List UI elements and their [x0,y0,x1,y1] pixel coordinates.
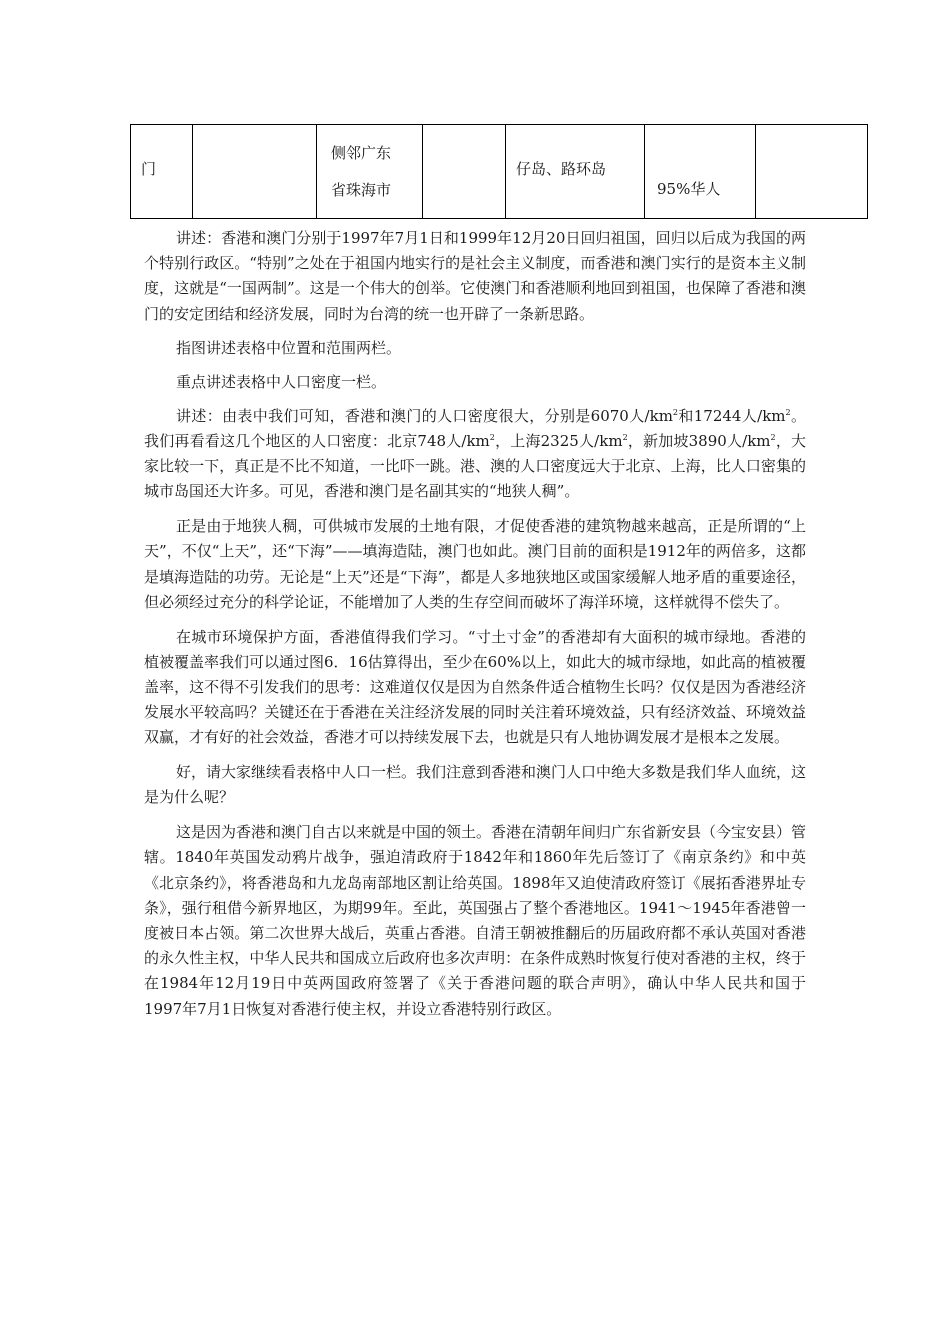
paragraph-density-narration: 讲述：由表中我们可知，香港和澳门的人口密度很大，分别是6070人$/km^2$和17244人$/km^2$。我们再看看这几个地区的人口密度：北京748人$/km^2$，上海2325人$/km^2$，新加坡3890人$/km^2$，大家比较一下，真正是不比不知道，一比吓一跳。港、澳的人口密度远大于北京、上海，比人口密集的城市岛国还大许多。可见，香港和澳门是名副其实的“地狭人稠”。 [144,406,807,501]
table-row [131,125,868,219]
paragraph-map-instruction: 指图讲述表格中位置和范围两栏。 [176,339,402,358]
paragraph-density-focus: 重点讲述表格中人口密度一栏。 [176,373,387,392]
paragraph-land-reclamation: 正是由于地狭人稠，可供城市发展的土地有限，才促使香港的建筑物越来越高，正是所谓的“上天”，不仅“上天”，还“下海”——填海造陆，澳门也如此。澳门目前的面积是1912年的两倍多，这都是填海造陆的功劳。无论是“上天”还是“下海”，都是人多地狭地区或国家缓解人地矛盾的重要途径，但必须经过充分的科学论证，不能增加了人类的生存空间而破坏了海洋环境，这样就得不偿失了。 [144,517,806,611]
paragraph-population-question: 好，请大家继续看表格中人口一栏。我们注意到香港和澳门人口中绝大多数是我们华人血统，这是为什么呢？ [144,763,807,807]
paragraph-history: 这是因为香港和澳门自古以来就是中国的领土。香港在清朝年间归广东省新安县（今宝安县）管辖。1840年英国发动鸦片战争，强迫清政府于1842年和1860年先后签订了《南京条约》和中英《北京条约》，将香港岛和九龙岛南部地区割让给英国。1898年又迫使清政府签订《展拓香港界址专条》，强行租借今新界地区，为期99年。至此，英国强占了整个香港地区。1941～1945年香港曾一度被日本占领。第二次世界大战后，英重占香港。自清王朝被推翻后的历届政府都不承认英国对香港的永久性主权，中华人民共和国成立后政府也多次声明：在条件成熟时恢复行使对香港的主权，终于在1984年12月19日中英两国政府签署了《关于香港问题的联合声明》，确认中华人民共和国于1997年7月1日恢复对香港行使主权，并设立香港特别行政区。 [144,823,807,1018]
table-cell-empty [423,125,506,219]
table-cell-empty [193,125,317,219]
lesson-body-text [144,226,806,1031]
table-cell-empty [756,125,868,219]
table-cell-name: 门 [131,125,193,219]
paragraph-environment-protection: 在城市环境保护方面，香港值得我们学习。“寸土寸金”的香港却有大面积的城市绿地。香港的植被覆盖率我们可以通过图6．16估算得出，至少在60%以上，如此大的城市绿地，如此高的植被覆盖率，这不得不引发我们的思考：这难道仅仅是因为自然条件适合植物生长吗？仅仅是因为香港经济发展水平较高吗？关键还在于香港在关注经济发展的同时关注着环境效益，只有经济效益、环境效益双赢，才有好的社会效益，香港才可以持续发展下去，也就是只有人地协调发展才是根本之发展。 [144,627,806,747]
table-cell-population: 95%华人 [645,125,756,219]
table-cell-islands: 仔岛、路环岛 [506,125,645,219]
table-cell-location: 侧邻广东 省珠海市 [317,125,423,219]
paragraph-return-narration: 讲述：香港和澳门分别于1997年7月1日和1999年12月20日回归祖国，回归以后成为我国的两个特别行政区。“特别”之处在于祖国内地实行的是社会主义制度，而香港和澳门实行的是资本主义制度，这就是“一国两制”。这是一个伟大的创举。它使澳门和香港顺利地回到祖国，也保障了香港和澳门的安定团结和经济发展，同时为台湾的统一也开辟了一条新思路。 [144,229,806,323]
region-comparison-table-fragment [130,124,868,219]
